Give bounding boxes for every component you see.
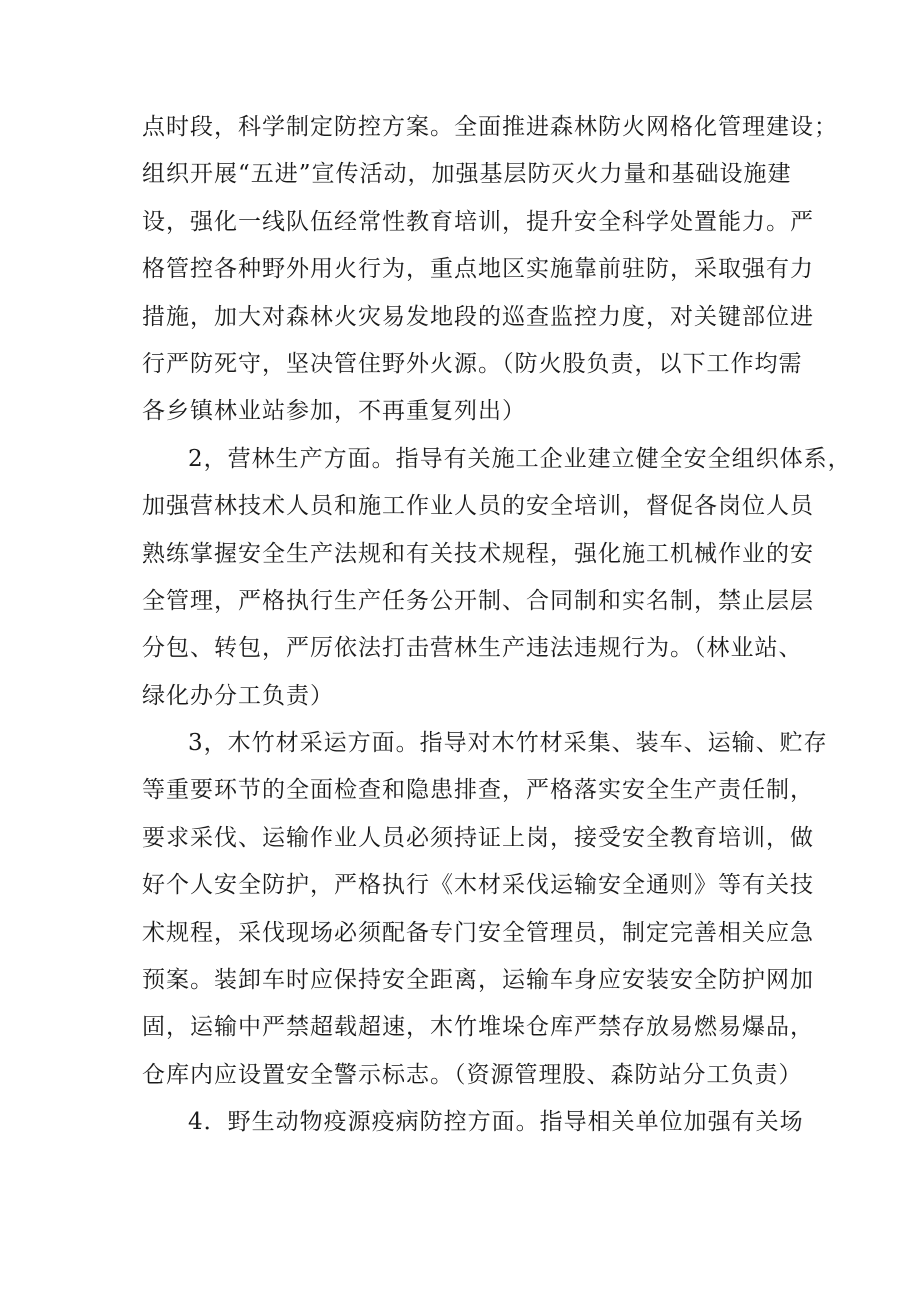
text-line: 设，强化一线队伍经常性教育培训，提升安全科学处置能力。严 xyxy=(142,208,814,235)
text-line: 全管理，严格执行生产任务公开制、合同制和实名制，禁止层层 xyxy=(142,587,814,614)
text-line: 预案。装卸车时应保持安全距离，运输车身应安装安全防护网加 xyxy=(142,967,814,994)
text-line: 仓库内应设置安全警示标志。（资源管理股、森防站分工负责） xyxy=(142,1061,803,1088)
text-line: 分包、转包，严厉依法打击营林生产违法违规行为。（林业站、 xyxy=(142,635,803,662)
text-line: 绿化办分工负责） xyxy=(142,682,334,709)
text-line: 点时段，科学制定防控方案。全面推进森林防火网格化管理建设； xyxy=(142,114,838,140)
text-line: 好个人安全防护，严格执行《木材采伐运输安全通则》等有关技 xyxy=(142,872,814,899)
text-line: 要求采伐、运输作业人员必须持证上岗，接受安全教育培训，做 xyxy=(142,824,814,851)
text-line: 术规程，采伐现场必须配备专门安全管理员，制定完善相关应急 xyxy=(142,919,814,946)
text-line: 加强营林技术人员和施工作业人员的安全培训，督促各岗位人员 xyxy=(142,493,814,520)
text-line: 熟练掌握安全生产法规和有关技术规程，强化施工机械作业的安 xyxy=(142,540,814,567)
text-line: 固，运输中严禁超载超速，木竹堆垛仓库严禁存放易燃易爆品， xyxy=(142,1014,814,1041)
text-line: 行严防死守，坚决管住野外火源。（防火股负责，以下工作均需 xyxy=(142,350,803,377)
text-line: 各乡镇林业站参加，不再重复列出） xyxy=(142,398,526,425)
paragraph-2-start: 2，营林生产方面。指导有关施工企业建立健全安全组织体系， xyxy=(188,445,852,472)
text-line: 组织开展“五进”宣传活动，加强基层防灭火力量和基础设施建 xyxy=(142,161,792,188)
text-line: 措施，加大对森林火灾易发地段的巡查监控力度，对关键部位进 xyxy=(142,303,814,330)
document-body xyxy=(142,104,852,1147)
text-line: 等重要环节的全面检查和隐患排查，严格落实安全生产责任制， xyxy=(142,777,814,804)
paragraph-4-start: 4．野生动物疫源疫病防控方面。指导相关单位加强有关场 xyxy=(188,1109,804,1136)
paragraph-3-start: 3，木竹材采运方面。指导对木竹材采集、装车、运输、贮存 xyxy=(188,730,828,757)
text-line: 格管控各种野外用火行为，重点地区实施靠前驻防，采取强有力 xyxy=(142,256,814,283)
